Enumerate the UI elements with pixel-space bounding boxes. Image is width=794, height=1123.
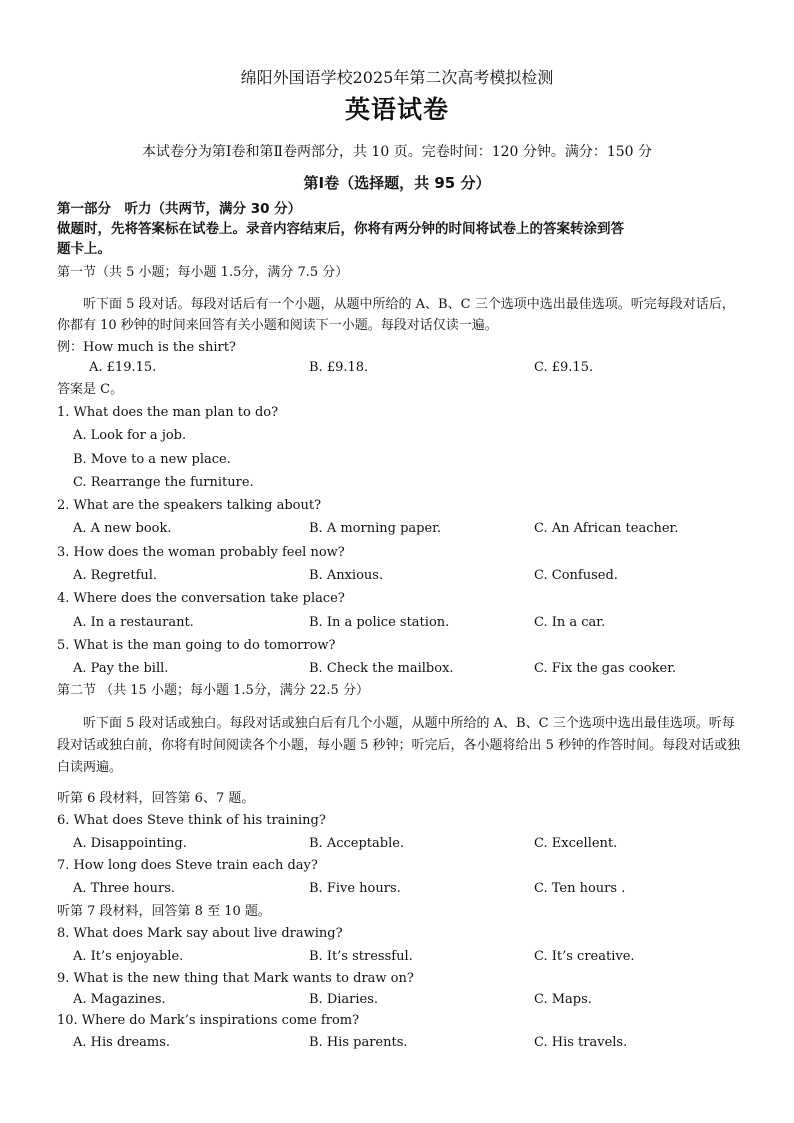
q6-option-c: C. Excellent. [534,836,618,851]
example-answer: 答案是 C。 [57,382,124,397]
example-option-a: A. £19.15. [89,360,157,375]
material-7-instruction: 听第 7 段材料，回答第 8 至 10 题。 [57,904,271,919]
q6-option-b: B. Acceptable. [309,836,405,851]
q7-option-b: B. Five hours. [309,881,401,896]
exam-title: 英语试卷 [344,95,449,124]
question-5: 5. What is the man going to do tomorrow? [57,638,336,653]
q9-option-a: A. Magazines. [73,992,166,1007]
q2-option-c: C. An African teacher. [534,521,679,536]
question-10: 10. Where do Mark’s inspirations come from? [57,1013,360,1028]
q3-option-c: C. Confused. [534,568,618,583]
q10-option-c: C. His travels. [534,1035,628,1050]
example-option-b: B. £9.18. [309,360,369,375]
section2-heading: 第二节 （共 15 小题；每小题 1.5分，满分 22.5 分） [57,683,369,698]
q3-option-a: A. Regretful. [73,568,158,583]
q2-option-a: A. A new book. [73,521,172,536]
example-question: 例：How much is the shirt? [57,340,236,355]
q7-option-c: C. Ten hours . [534,881,626,896]
q1-option-a: A. Look for a job. [73,428,187,443]
example-option-c: C. £9.15. [534,360,594,375]
q1-option-b: B. Move to a new place. [73,452,231,467]
q5-option-a: A. Pay the bill. [73,661,169,676]
q4-option-b: B. In a police station. [309,615,450,630]
q1-option-c: C. Rearrange the furniture. [73,475,254,490]
exam-intro: 本试卷分为第Ⅰ卷和第Ⅱ卷两部分，共 10 页。完卷时间：120 分钟。满分：150 分 [141,144,653,160]
q9-option-b: B. Diaries. [309,992,379,1007]
q3-option-b: B. Anxious. [309,568,384,583]
part1-instruction-line2: 题卡上。 [57,241,111,257]
question-3: 3. How does the woman probably feel now? [57,545,345,560]
question-9: 9. What is the new thing that Mark wants to draw on? [57,971,414,986]
material-6-instruction: 听第 6 段材料，回答第 6、7 题。 [57,791,255,806]
section1-directions: 听下面 5 段对话。每段对话后有一个小题，从题中所给的 A、B、C 三个选项中选出最佳选项。听完每段对话后，你都有 10 秒钟的时间来回答有关小题和阅读下一小题。每段对话仅读一遍。 [57,297,735,333]
q9-option-c: C. Maps. [534,992,592,1007]
question-6: 6. What does Steve think of his training? [57,813,326,828]
question-7: 7. How long does Steve train each day? [57,858,318,873]
q7-option-a: A. Three hours. [73,881,176,896]
part1-heading: 第一部分 听力（共两节，满分 30 分） [57,201,302,217]
section2-directions: 听下面 5 段对话或独白。每段对话或独白后有几个小题，从题中所给的 A、B、C 三个选项中选出最佳选项。听每段对话或独白前，你将有时间阅读各个小题，每小题 5 秒钟；听完后，各小题将给出 5 秒钟的作答时间。每段对话或独白读两遍。 [57,716,741,775]
question-2: 2. What are the speakers talking about? [57,498,322,513]
question-8: 8. What does Mark say about live drawing? [57,926,343,941]
part1-instruction-line1: 做题时，先将答案标在试卷上。录音内容结束后，你将有两分钟的时间将试卷上的答案转涂到答 [57,221,624,237]
school-exam-line: 绵阳外国语学校2025年第二次高考模拟检测 [240,68,554,87]
q6-option-a: A. Disappointing. [73,836,187,851]
q5-option-b: B. Check the mailbox. [309,661,454,676]
volume-title: 第Ⅰ卷（选择题，共 95 分） [303,174,491,192]
q8-option-b: B. It’s stressful. [309,949,413,964]
question-4: 4. Where does the conversation take place? [57,591,345,606]
q5-option-c: C. Fix the gas cooker. [534,661,677,676]
q8-option-c: C. It’s creative. [534,949,635,964]
q10-option-b: B. His parents. [309,1035,408,1050]
q4-option-a: A. In a restaurant. [73,615,194,630]
q4-option-c: C. In a car. [534,615,606,630]
question-1: 1. What does the man plan to do? [57,405,279,420]
q10-option-a: A. His dreams. [73,1035,171,1050]
q8-option-a: A. It’s enjoyable. [73,949,184,964]
q2-option-b: B. A morning paper. [309,521,442,536]
section1-heading: 第一节（共 5 小题；每小题 1.5分，满分 7.5 分） [57,265,349,280]
